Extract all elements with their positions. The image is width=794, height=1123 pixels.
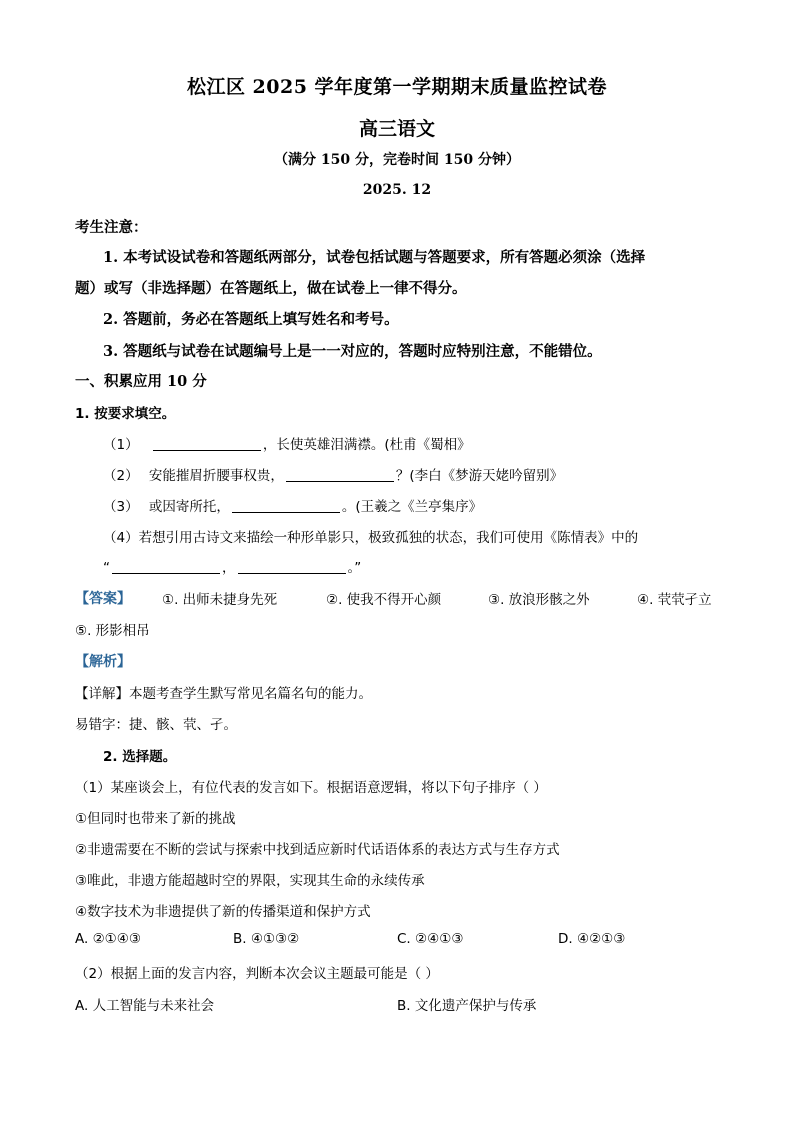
answer-item-2: ②. 使我不得开心颜 [326, 592, 442, 608]
exam-date: 2025. 12 [362, 182, 432, 198]
question-1-sub-4-line-2 [103, 556, 361, 576]
option-b-theme[interactable]: B. 文化遗产保护与传承 [397, 998, 537, 1014]
answer-item-5: ⑤. 形影相吊 [75, 623, 150, 639]
analysis-typo-note: 易错字：捷、骸、茕、孑。 [75, 717, 237, 733]
sentence-4: ④数字技术为非遗提供了新的传播渠道和保护方式 [75, 904, 371, 920]
sub-text: 或因寄所托， [148, 499, 230, 515]
question-1-sub-2 [103, 464, 563, 484]
detail-tag: 【详解】 [75, 686, 129, 702]
question-1-sub-4-line-1: （4）若想引用古诗文来描绘一种形单影只，极致孤独的状态，我们可使用《陈情表》中的 [103, 530, 639, 546]
notice-item-2: 2. 答题前，务必在答题纸上填写姓名和考号。 [103, 311, 399, 328]
answer-item-4: ④. 茕茕孑立 [637, 592, 712, 608]
question-1-sub-1 [103, 433, 471, 453]
fill-blank[interactable] [238, 559, 346, 574]
fill-blank[interactable] [232, 498, 340, 513]
option-d[interactable]: D. ④②①③ [558, 931, 626, 947]
option-b[interactable]: B. ④①③② [233, 931, 300, 947]
analysis-tag: 【解析】 [75, 654, 131, 670]
answer-item-3: ③. 放浪形骸之外 [488, 592, 590, 608]
option-a[interactable]: A. ②①④③ [75, 931, 141, 947]
option-c[interactable]: C. ②④①③ [397, 931, 464, 947]
notice-heading: 考生注意： [75, 219, 148, 236]
sub-text: 安能摧眉折腰事权贵， [148, 468, 284, 484]
sub-text: 。(王羲之《兰亭集序》 [341, 499, 483, 515]
answer-tag: 【答案】 [75, 591, 131, 607]
question-1-stem: 1. 按要求填空。 [75, 406, 176, 422]
sub-number: （3） [103, 499, 139, 515]
answer-item-1: ①. 出师未捷身先死 [162, 592, 278, 608]
analysis-detail [75, 682, 372, 702]
question-2-stem: 2. 选择题。 [103, 749, 177, 765]
sub-text: ？(李白《梦游天姥吟留别》 [395, 468, 564, 484]
score-time-note: （满分 150 分，完卷时间 150 分钟） [274, 152, 520, 168]
open-quote: “ [103, 560, 110, 576]
close-quote: 。” [347, 560, 362, 576]
fill-blank[interactable] [112, 559, 220, 574]
question-2-sub-2: （2）根据上面的发言内容，判断本次会议主题最可能是（ ） [75, 966, 439, 982]
detail-text: 本题考查学生默写常见名篇名句的能力。 [129, 686, 372, 702]
notice-item-1-line-2: 题）或写（非选择题）在答题纸上，做在试卷上一律不得分。 [75, 280, 467, 297]
comma: ， [222, 560, 236, 576]
fill-blank[interactable] [153, 436, 261, 451]
question-1-sub-3 [103, 495, 482, 515]
exam-title: 松江区 2025 学年度第一学期期末质量监控试卷 [186, 76, 608, 98]
option-a-theme[interactable]: A. 人工智能与未来社会 [75, 998, 215, 1014]
exam-subject: 高三语文 [358, 118, 435, 140]
fill-blank[interactable] [286, 467, 394, 482]
question-2-sub-1: （1）某座谈会上，有位代表的发言如下。根据语意逻辑，将以下句子排序（ ） [75, 780, 547, 796]
sub-text: ，长使英雄泪满襟。(杜甫《蜀相》 [262, 437, 471, 453]
section-1-heading: 一、积累应用 10 分 [75, 373, 207, 390]
notice-item-3: 3. 答题纸与试卷在试题编号上是一一对应的，答题时应特别注意，不能错位。 [103, 343, 602, 360]
sub-number: （2） [103, 468, 139, 484]
sentence-2: ②非遗需要在不断的尝试与探索中找到适应新时代话语体系的表达方式与生存方式 [75, 842, 560, 858]
notice-item-1-line-1: 1. 本考试设试卷和答题纸两部分，试卷包括试题与答题要求，所有答题必须涂（选择 [103, 249, 646, 266]
sentence-3: ③唯此，非遗方能超越时空的界限，实现其生命的永续传承 [75, 873, 425, 889]
sub-number: （1） [103, 437, 139, 453]
sentence-1: ①但同时也带来了新的挑战 [75, 811, 236, 827]
